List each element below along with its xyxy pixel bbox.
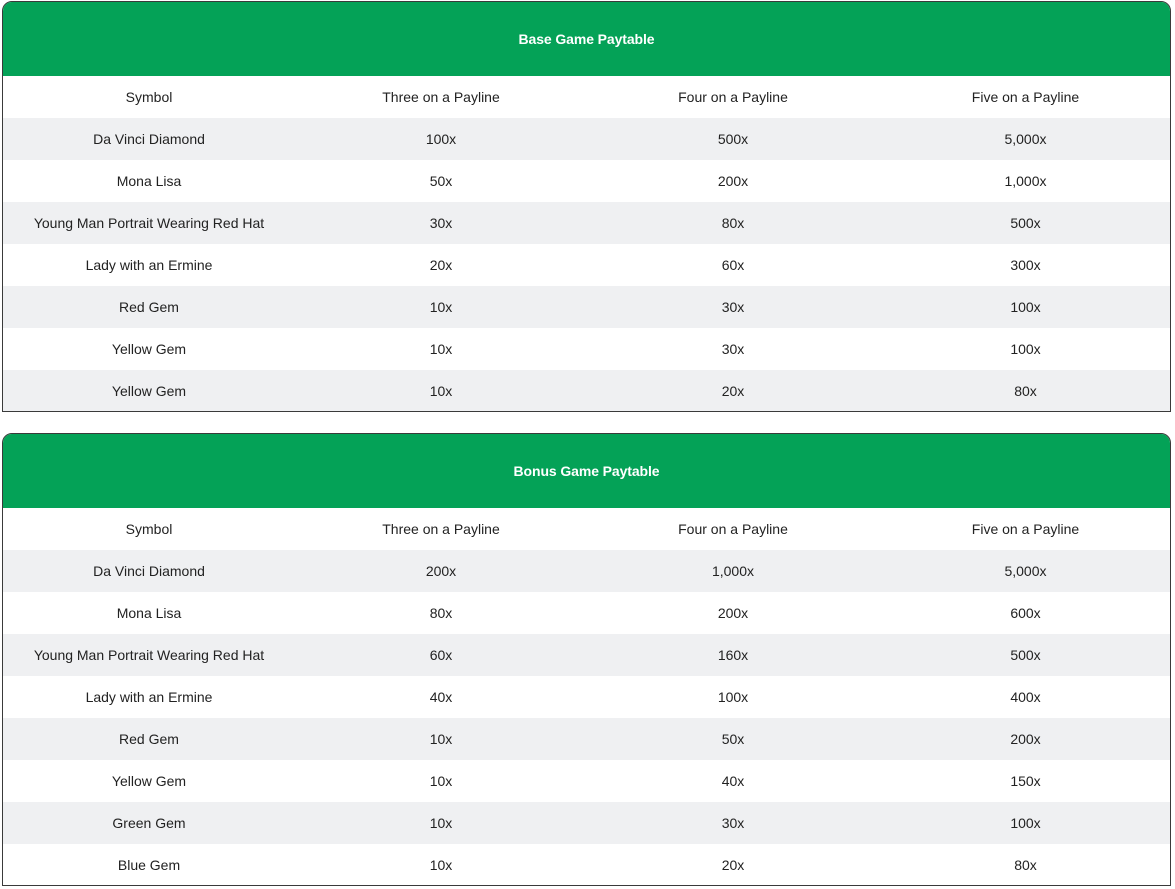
symbol-cell: Lady with an Ermine (3, 244, 295, 286)
payout-cell: 30x (587, 328, 879, 370)
table-row (3, 328, 1171, 370)
column-header-three: Three on a Payline (295, 508, 587, 550)
payout-cell: 80x (879, 844, 1171, 886)
payout-cell: 500x (587, 118, 879, 160)
column-header-four: Four on a Payline (587, 76, 879, 118)
payout-cell: 200x (879, 718, 1171, 760)
table-row (3, 244, 1171, 286)
table-row (3, 676, 1171, 718)
table-header-row (3, 508, 1171, 550)
symbol-cell: Red Gem (3, 286, 295, 328)
payout-cell: 30x (587, 802, 879, 844)
table-row (3, 118, 1171, 160)
symbol-cell: Yellow Gem (3, 760, 295, 802)
column-header-four: Four on a Payline (587, 508, 879, 550)
column-header-symbol: Symbol (3, 76, 295, 118)
payout-cell: 1,000x (879, 160, 1171, 202)
payout-cell: 20x (587, 370, 879, 412)
table-row (3, 718, 1171, 760)
payout-cell: 400x (879, 676, 1171, 718)
payout-cell: 10x (295, 844, 587, 886)
payout-cell: 80x (879, 370, 1171, 412)
payout-cell: 50x (587, 718, 879, 760)
payout-cell: 200x (587, 592, 879, 634)
table-row (3, 592, 1171, 634)
payout-cell: 40x (295, 676, 587, 718)
symbol-cell: Young Man Portrait Wearing Red Hat (3, 634, 295, 676)
payout-cell: 30x (295, 202, 587, 244)
payout-cell: 1,000x (587, 550, 879, 592)
column-header-five: Five on a Payline (879, 76, 1171, 118)
payout-cell: 80x (295, 592, 587, 634)
symbol-cell: Da Vinci Diamond (3, 550, 295, 592)
symbol-cell: Yellow Gem (3, 328, 295, 370)
payout-cell: 10x (295, 760, 587, 802)
payout-cell: 5,000x (879, 118, 1171, 160)
table-row (3, 760, 1171, 802)
payout-cell: 30x (587, 286, 879, 328)
table-row (3, 370, 1171, 412)
payout-cell: 500x (879, 634, 1171, 676)
payout-cell: 5,000x (879, 550, 1171, 592)
payout-cell: 100x (295, 118, 587, 160)
bonus-game-paytable (2, 433, 1171, 886)
payout-cell: 20x (295, 244, 587, 286)
payout-cell: 60x (295, 634, 587, 676)
table-row (3, 802, 1171, 844)
base-game-paytable (2, 1, 1171, 412)
symbol-cell: Mona Lisa (3, 592, 295, 634)
payout-cell: 100x (587, 676, 879, 718)
payout-cell: 80x (587, 202, 879, 244)
payout-cell: 10x (295, 802, 587, 844)
payout-cell: 200x (587, 160, 879, 202)
paytable-title: Base Game Paytable (3, 2, 1170, 76)
payout-cell: 160x (587, 634, 879, 676)
payout-cell: 10x (295, 718, 587, 760)
paytable-grid (3, 508, 1171, 886)
payout-cell: 60x (587, 244, 879, 286)
payout-cell: 300x (879, 244, 1171, 286)
paytable-title: Bonus Game Paytable (3, 434, 1170, 508)
payout-cell: 100x (879, 286, 1171, 328)
column-header-symbol: Symbol (3, 508, 295, 550)
table-row (3, 844, 1171, 886)
payout-cell: 10x (295, 286, 587, 328)
table-row (3, 160, 1171, 202)
symbol-cell: Yellow Gem (3, 370, 295, 412)
table-row (3, 634, 1171, 676)
paytable-grid (3, 76, 1171, 412)
payout-cell: 100x (879, 802, 1171, 844)
payout-cell: 100x (879, 328, 1171, 370)
symbol-cell: Red Gem (3, 718, 295, 760)
payout-cell: 200x (295, 550, 587, 592)
table-row (3, 550, 1171, 592)
table-row (3, 286, 1171, 328)
payout-cell: 50x (295, 160, 587, 202)
table-header-row (3, 76, 1171, 118)
symbol-cell: Mona Lisa (3, 160, 295, 202)
payout-cell: 10x (295, 328, 587, 370)
column-header-five: Five on a Payline (879, 508, 1171, 550)
table-row (3, 202, 1171, 244)
payout-cell: 150x (879, 760, 1171, 802)
payout-cell: 600x (879, 592, 1171, 634)
symbol-cell: Lady with an Ermine (3, 676, 295, 718)
symbol-cell: Green Gem (3, 802, 295, 844)
symbol-cell: Blue Gem (3, 844, 295, 886)
payout-cell: 40x (587, 760, 879, 802)
payout-cell: 20x (587, 844, 879, 886)
column-header-three: Three on a Payline (295, 76, 587, 118)
symbol-cell: Young Man Portrait Wearing Red Hat (3, 202, 295, 244)
payout-cell: 500x (879, 202, 1171, 244)
payout-cell: 10x (295, 370, 587, 412)
symbol-cell: Da Vinci Diamond (3, 118, 295, 160)
